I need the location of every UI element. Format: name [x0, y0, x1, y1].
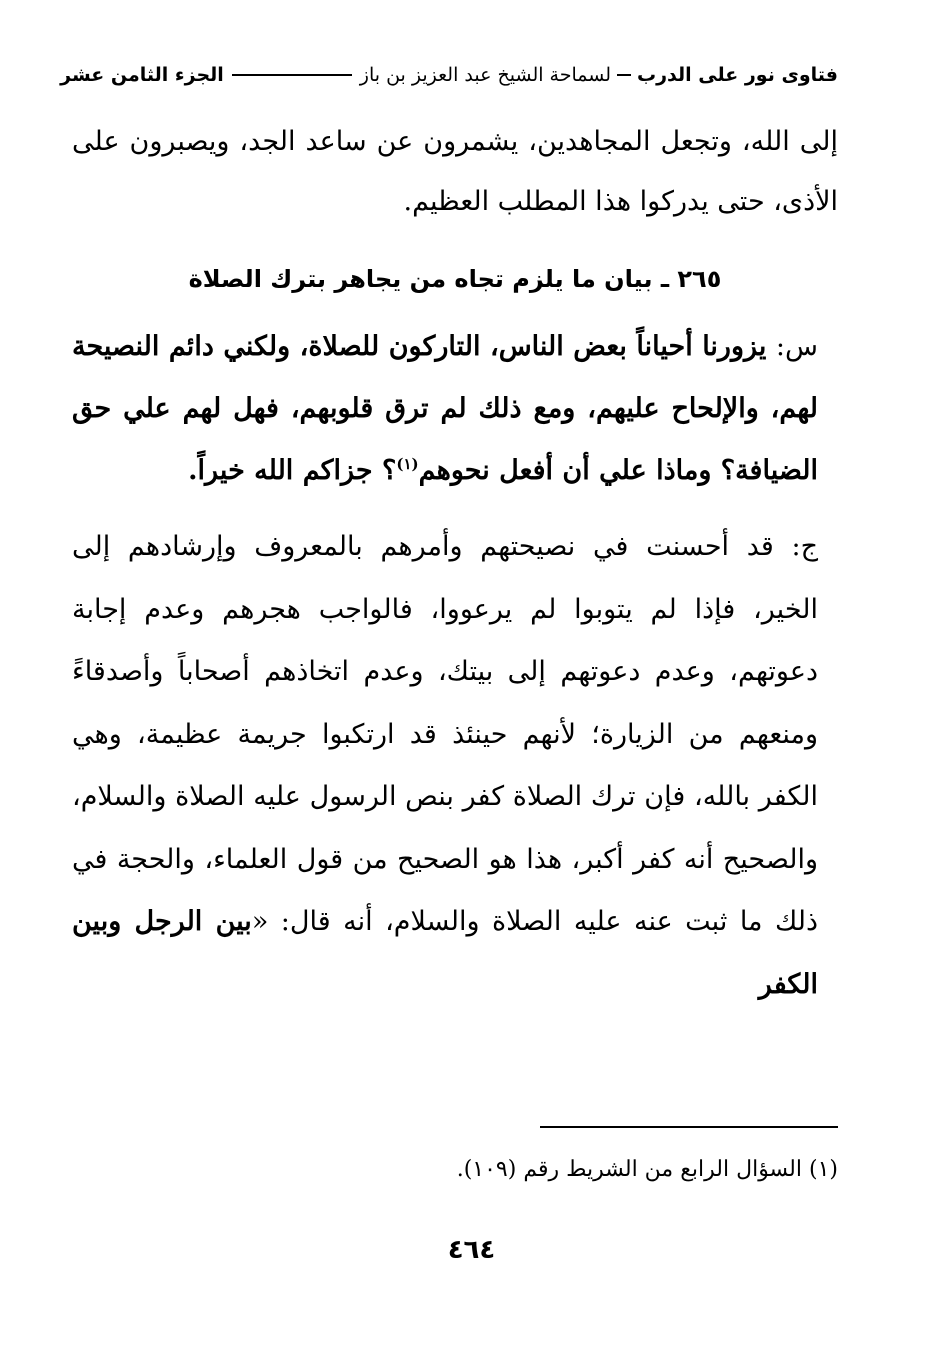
answer-text: قد أحسنت في نصيحتهم وأمرهم بالمعروف وإرشادهم إلى الخير، فإذا لم يتوبوا لم يرعووا، فالواجب هجرهم وعدم إجابة دعوتهم، وعدم دعوتهم إلى بيتك، وعدم اتخاذهم أصحاباً وأصدقاءً ومنعهم من الزيارة؛ لأنهم حينئذ قد ارتكبوا جريمة عظيمة، وهي الكفر بالله، فإن ترك الصلاة كفر بنص الرسول عليه الصلاة والسلام، والصحيح أنه كفر أكبر، هذا هو الصحيح من قول العلماء، والحجة في ذلك ما ثبت عنه عليه الصلاة والسلام، أنه قال: « [72, 531, 818, 937]
header-title-group [224, 60, 838, 90]
answer-marker: ج: [791, 531, 818, 562]
footnote-separator [540, 1126, 838, 1128]
header-rule [232, 74, 352, 76]
header-dash [617, 74, 631, 76]
running-header [60, 58, 838, 92]
header-book-title: فتاوى نور على الدرب [637, 64, 838, 86]
question-marker: س: [775, 331, 818, 362]
footnote-reference[interactable]: (١) [396, 455, 419, 473]
header-author: لسماحة الشيخ عبد العزيز بن باز [359, 64, 611, 86]
answer-paragraph [72, 516, 838, 1016]
question-paragraph [72, 316, 838, 502]
footnote: (١) السؤال الرابع من الشريط رقم (١٠٩). [456, 1157, 838, 1182]
book-page [60, 58, 838, 1016]
page-number: ٤٦٤ [447, 1235, 496, 1265]
hadith-quote: بين الرجل وبين الكفر [72, 906, 818, 1000]
question-text: يزورنا أحياناً بعض الناس، التاركون للصلاة، ولكني دائم النصيحة لهم، والإلحاح عليهم، ومع ذلك لم ترق قلوبهم، فهل لهم علي حق الضيافة؟ وماذا علي أن أفعل نحوهم [72, 331, 818, 486]
header-volume: الجزء الثامن عشر [60, 64, 224, 86]
intro-paragraph: إلى الله، وتجعل المجاهدين، يشمرون عن ساعد الجد، ويصبرون على الأذى، حتى يدركوا هذا المطلب العظيم. [72, 126, 838, 217]
question-text-end: ؟ جزاكم الله خيراً. [188, 455, 397, 486]
section-title: ٢٦٥ ـ بيان ما يلزم تجاه من يجاهر بترك الصلاة [188, 265, 722, 293]
